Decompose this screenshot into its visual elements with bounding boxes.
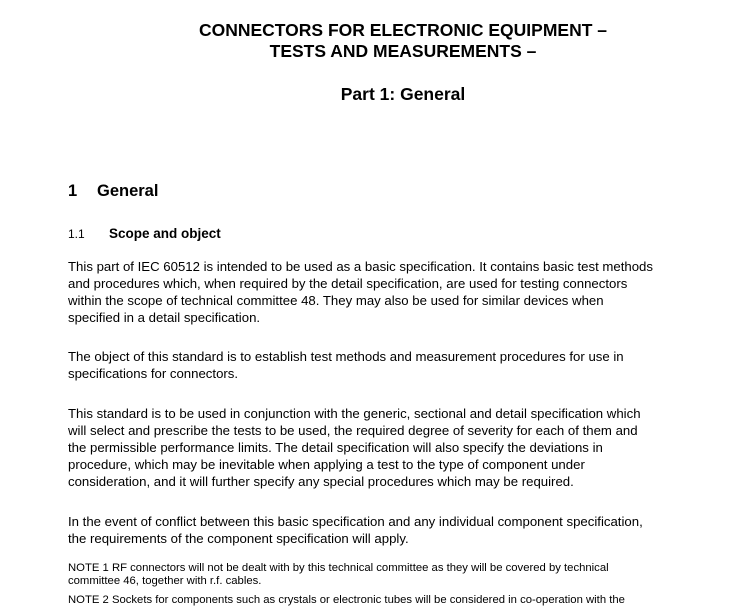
note-1: NOTE 1 RF connectors will not be dealt with by this technical committee as they will be covered by technical committee 46, together with r.f. cables.: [68, 562, 609, 587]
paragraph-conflict: In the event of conflict between this basic specification and any individual component specification, the requirements of the component specification will apply.: [68, 514, 643, 546]
note-2: NOTE 2 Sockets for components such as crystals or electronic tubes will be considered in co-operation with the: [68, 594, 625, 606]
paragraph-scope: This part of IEC 60512 is intended to be used as a basic specification. It contains basic test methods and procedures which, when required by the detail specification, are used for testing connectors within the scope of technical committee 48. They may also be used for similar devices when specified in a detail specification.: [68, 259, 653, 325]
section-number: 1: [68, 182, 78, 200]
subsection-heading-scope: [68, 226, 221, 241]
paragraph-usage: This standard is to be used in conjunction with the generic, sectional and detail specification which will select and prescribe the tests to be used, the required degree of severity for each of them and the permissible performance limits. The detail specification will also specify the deviations in procedure, which may be inevitable when applying a test to the type of component under consideration, and it will further specify any special procedures which may be required.: [68, 406, 641, 489]
document-part-title: Part 1: General: [340, 84, 466, 104]
section-title: General: [97, 182, 159, 200]
document-title-line-1: CONNECTORS FOR ELECTRONIC EQUIPMENT –: [198, 20, 608, 40]
document-title-line-2: TESTS AND MEASUREMENTS –: [269, 41, 537, 61]
subsection-number: 1.1: [68, 227, 85, 241]
section-heading-general: [68, 182, 158, 201]
subsection-title: Scope and object: [109, 226, 221, 241]
paragraph-object: The object of this standard is to establish test methods and measurement procedures for use in specifications for connectors.: [68, 349, 624, 381]
